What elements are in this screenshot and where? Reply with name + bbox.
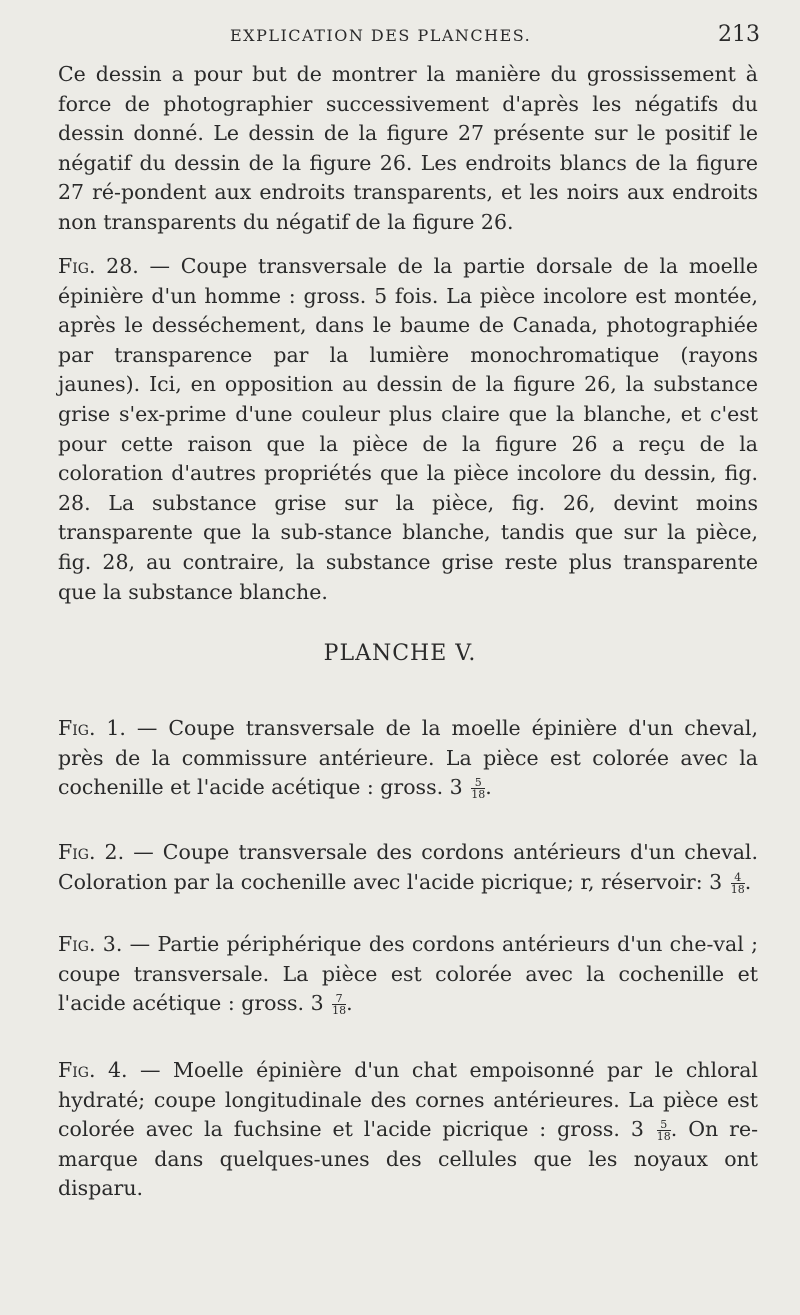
fig3-frac-den: 18 <box>332 1004 347 1018</box>
page-number: 213 <box>718 22 760 47</box>
fig2-frac-num: 4 <box>731 872 745 884</box>
intro-paragraph-block <box>58 60 758 238</box>
fig4-label: Fig. 4. <box>58 1058 128 1082</box>
fig4-frac-num: 5 <box>657 1119 671 1131</box>
fig2-text: — Coupe transversale des cordons antérieurs d'un cheval. Coloration par la cochenille avec l'acide picrique; r, réservoir: 3 <box>58 840 758 894</box>
fig3-label: Fig. 3. <box>58 932 123 956</box>
fig2-block <box>58 838 758 897</box>
fig28-label: Fig. 28. <box>58 254 139 278</box>
fig1-label: Fig. 1. <box>58 716 126 740</box>
fig3-frac-num: 7 <box>332 993 346 1005</box>
fig4-frac-den: 18 <box>656 1130 671 1144</box>
fig2-frac-den: 18 <box>730 882 745 896</box>
fig2-paragraph <box>58 838 758 897</box>
fig2-label: Fig. 2. <box>58 840 125 864</box>
running-title: EXPLICATION DES PLANCHES. <box>230 26 532 45</box>
intro-paragraph: Ce dessin a pour but de montrer la manière du grossissement à force de photographier successivement d'après les négatifs du dessin donné. Le dessin de la figure 27 présente sur le positif le négatif du dessin de la figure 26. Les endroits blancs de la figure 27 ré-pondent aux endroits transparents, et les noirs aux endroits non transparents du négatif de la figure 26. <box>58 62 758 234</box>
fig4-paragraph <box>58 1056 758 1204</box>
fig3-fraction <box>332 993 346 1016</box>
fig4-end: . On re-marque dans quelques-unes des cellules que les noyaux ont disparu. <box>58 1117 758 1201</box>
fig1-frac-num: 5 <box>471 777 485 789</box>
fig28-text: — Coupe transversale de la partie dorsale de la moelle épinière d'un homme : gross. 5 fois. La pièce incolore est montée, après le desséchement, dans le baume de Canada, photographiée par transparence par la lumière monochromatique (rayons jaunes). Ici, en opposition au dessin de la figure 26, la substance grise s'ex-prime d'une couleur plus claire que la blanche, et c'est pour cette raison que la pièce de la figure 26 a reçu de la coloration d'autres propriétés que la pièce incolore du dessin, fig. 28. La substance grise sur la pièce, fig. 26, devint moins transparente que la sub-stance blanche, tandis que sur la pièce, fig. 28, au contraire, la substance grise reste plus transparente que la substance blanche. <box>58 254 758 604</box>
fig4-text: — Moelle épinière d'un chat empoisonné par le chloral hydraté; coupe longitudinale des cornes antérieures. La pièce est colorée avec la fuchsine et l'acide picrique : gross. 3 <box>58 1058 758 1142</box>
fig3-text: — Partie périphérique des cordons antérieurs d'un che-val ; coupe transversale. La pièce est colorée avec la cochenille et l'acide acétique : gross. 3 <box>58 932 758 1016</box>
fig2-fraction <box>731 872 745 895</box>
fig28-block <box>58 252 758 607</box>
fig28-paragraph <box>58 252 758 607</box>
fig1-fraction <box>471 777 485 800</box>
fig2-end: . <box>744 869 752 894</box>
fig1-end: . <box>485 775 492 800</box>
fig1-text: — Coupe transversale de la moelle épinière d'un cheval, près de la commissure antérieure. La pièce est colorée avec la cochenille et l'acide acétique : gross. 3 <box>58 716 758 800</box>
fig3-block <box>58 930 758 1019</box>
fig1-frac-den: 18 <box>471 788 486 802</box>
fig3-end: . <box>346 991 353 1016</box>
plate-heading: PLANCHE V. <box>323 641 477 666</box>
fig3-paragraph <box>58 930 758 1019</box>
fig1-block <box>58 714 758 803</box>
page-header <box>230 22 760 47</box>
fig4-block <box>58 1056 758 1204</box>
fig4-fraction <box>657 1119 671 1142</box>
fig1-paragraph <box>58 714 758 803</box>
